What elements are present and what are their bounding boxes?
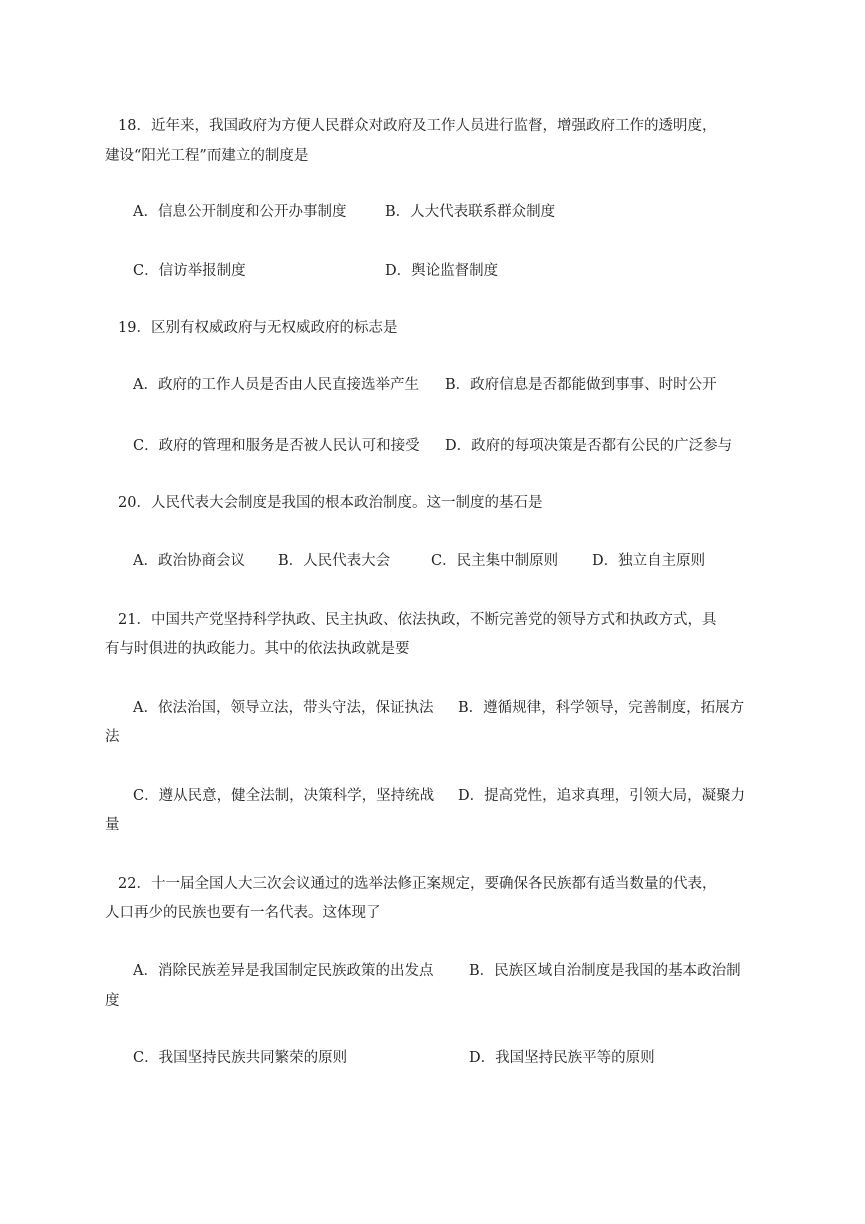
question-19-option-a: A．政府的工作人员是否由人民直接选举产生: [133, 377, 419, 393]
question-18-option-b: B．人大代表联系群众制度: [385, 204, 556, 220]
question-18-option-c: C．信访举报制度: [133, 263, 246, 279]
question-21-option-c: C．遵从民意，健全法制，决策科学，坚持统战: [133, 788, 435, 804]
question-19-option-d: D．政府的每项决策是否都有公民的广泛参与: [445, 438, 733, 454]
question-22-option-b-line-2: 度: [105, 993, 120, 1009]
question-19-stem-line-1: 19．区别有权威政府与无权威政府的标志是: [118, 320, 398, 336]
question-21-stem-line-2: 有与时俱进的执政能力。其中的依法执政就是要: [105, 641, 410, 657]
question-20-option-d: D．独立自主原则: [592, 553, 706, 569]
question-18-option-a: A．信息公开制度和公开办事制度: [133, 204, 347, 220]
question-18-stem-line-1: 18．近年来，我国政府为方便人民群众对政府及工作人员进行监督，增强政府工作的透明度，: [118, 118, 717, 134]
question-21-option-d-line-2: 量: [105, 817, 120, 833]
question-21-option-b-line-1: B．遵循规律，科学领导，完善制度，拓展方: [458, 700, 745, 716]
question-18-option-d: D．舆论监督制度: [385, 263, 499, 279]
question-22-option-c: C．我国坚持民族共同繁荣的原则: [133, 1050, 348, 1066]
question-22-option-b-line-1: B．民族区域自治制度是我国的基本政治制: [469, 963, 741, 979]
question-21-stem-line-1: 21．中国共产党坚持科学执政、民主执政、依法执政，不断完善党的领导方式和执政方式，具: [118, 612, 717, 628]
question-20-option-b: B．人民代表大会: [278, 553, 391, 569]
question-21-option-a: A．依法治国，领导立法，带头守法，保证执法: [133, 700, 434, 716]
question-20-option-a: A．政治协商会议: [133, 553, 245, 569]
question-22-option-d: D．我国坚持民族平等的原则: [469, 1050, 655, 1066]
question-21-option-b-line-2: 法: [105, 729, 120, 745]
question-19-option-b: B．政府信息是否都能做到事事、时时公开: [445, 377, 717, 393]
question-21-option-d-line-1: D．提高党性，追求真理，引领大局，凝聚力: [458, 788, 746, 804]
question-18-stem-line-2: 建设“阳光工程”而建立的制度是: [105, 148, 309, 164]
question-22-stem-line-2: 人口再少的民族也要有一名代表。这体现了: [105, 905, 381, 921]
question-20-option-c: C．民主集中制原则: [431, 553, 559, 569]
question-19-option-c: C．政府的管理和服务是否被人民认可和接受: [133, 438, 420, 454]
question-22-stem-line-1: 22．十一届全国人大三次会议通过的选举法修正案规定，要确保各民族都有适当数量的代表，: [118, 876, 717, 892]
question-22-option-a: A．消除民族差异是我国制定民族政策的出发点: [133, 963, 434, 979]
question-20-stem-line-1: 20．人民代表大会制度是我国的根本政治制度。这一制度的基石是: [118, 495, 543, 511]
